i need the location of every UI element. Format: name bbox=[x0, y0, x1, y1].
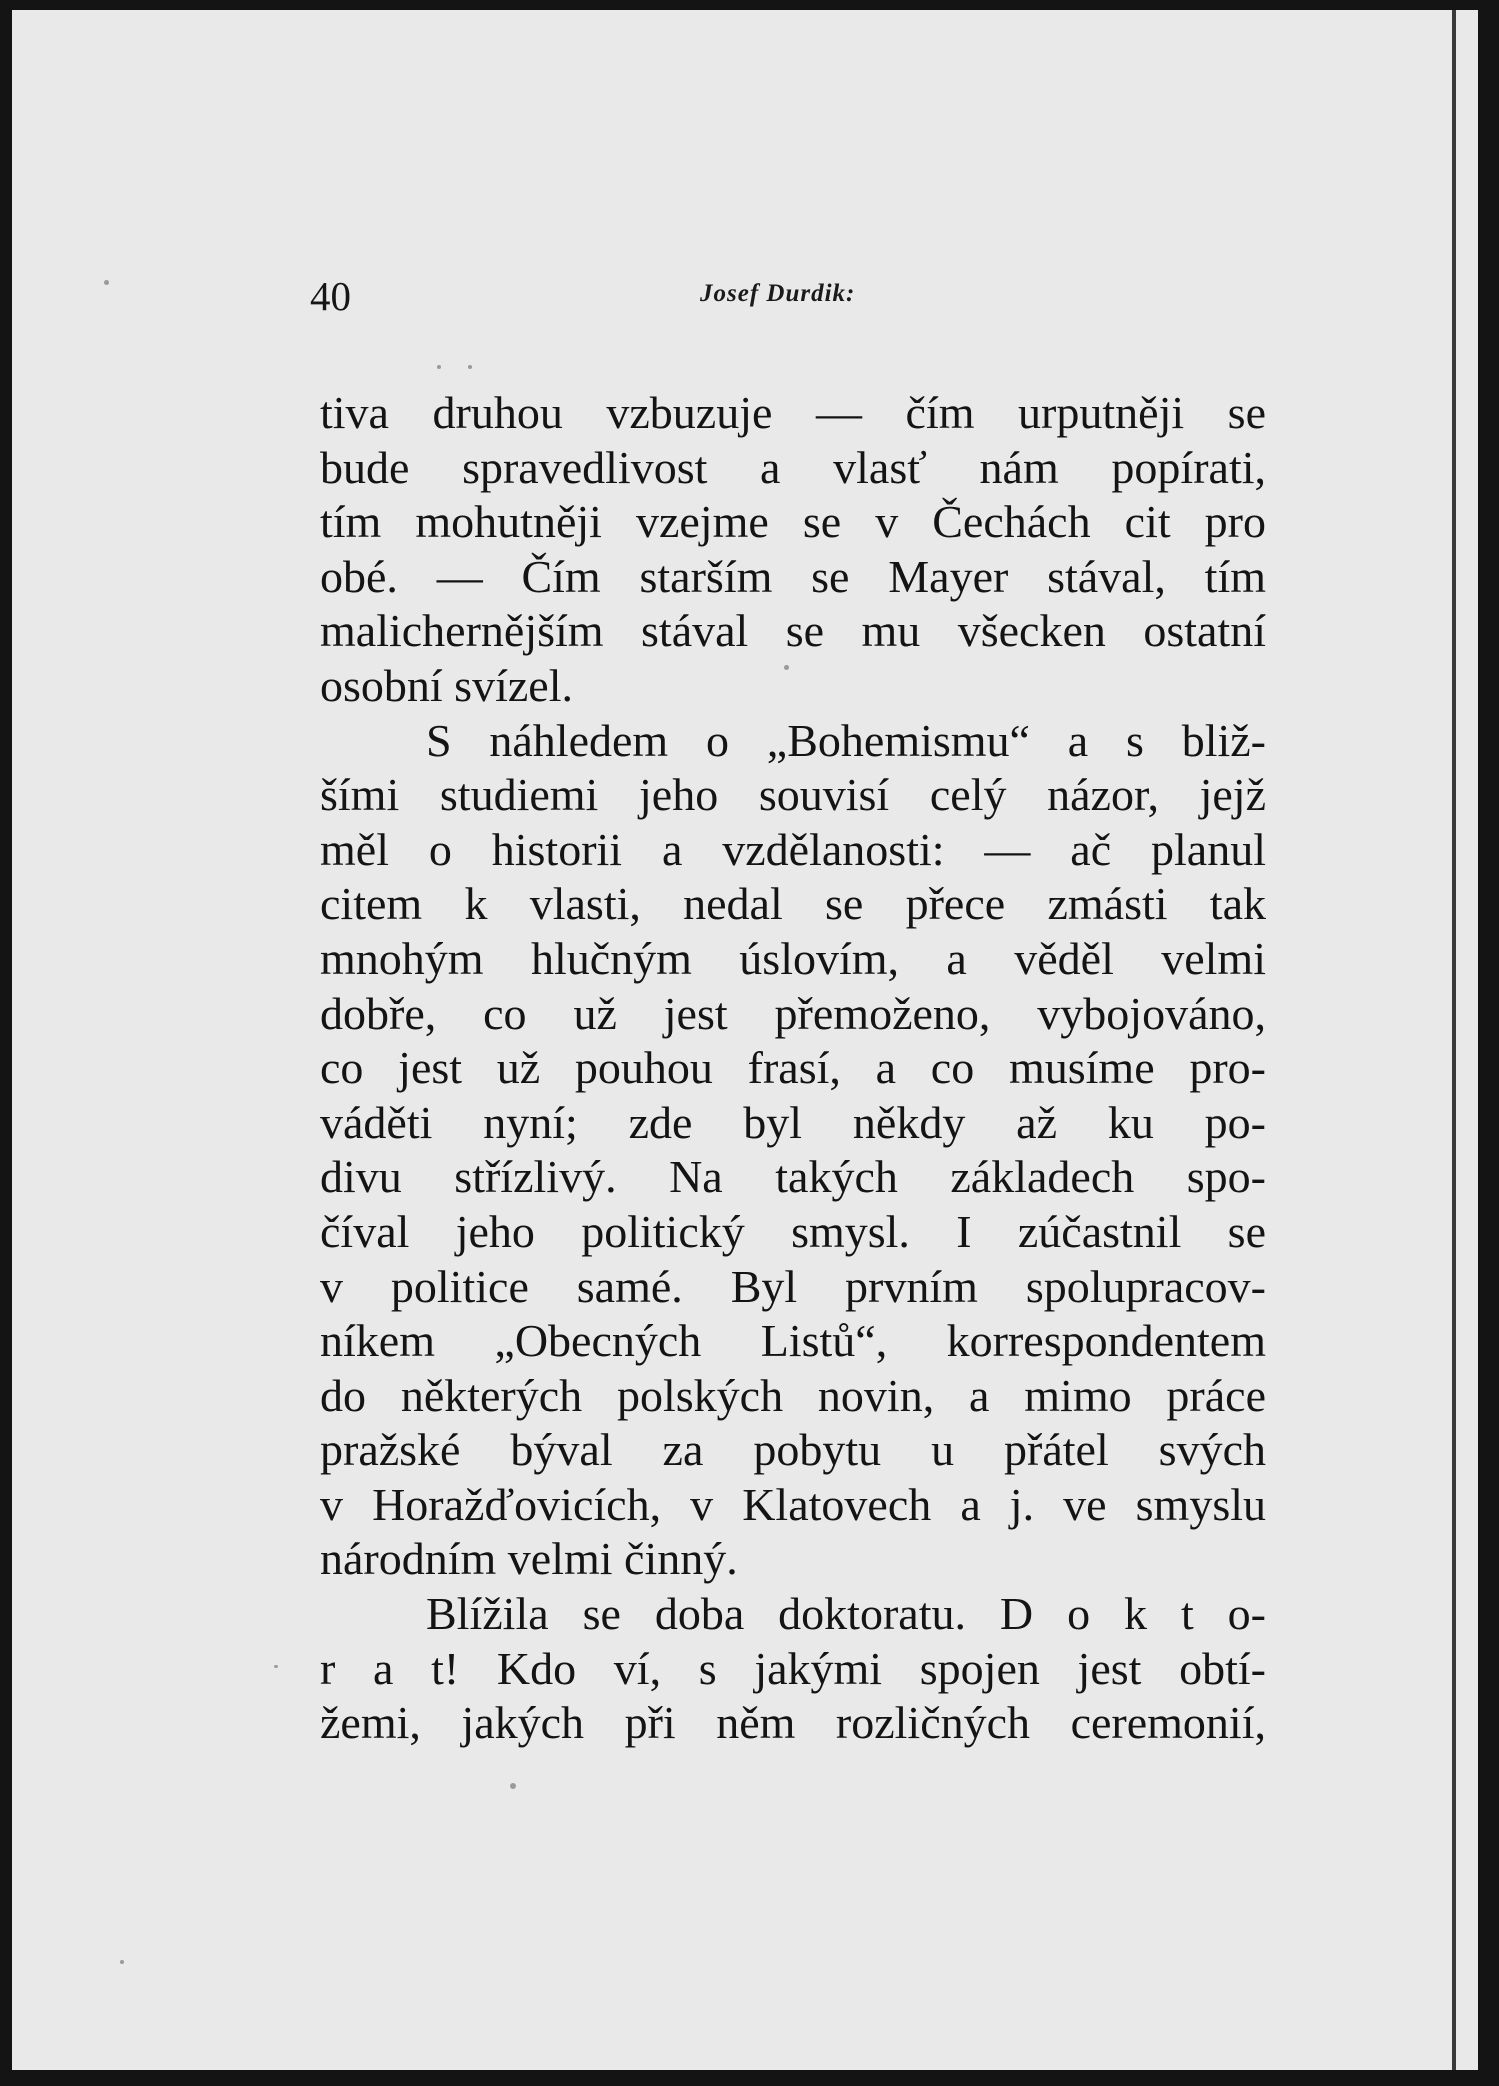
paper-speck bbox=[104, 280, 109, 285]
paper-speck bbox=[510, 1783, 516, 1789]
book-page bbox=[12, 10, 1478, 2070]
paper-speck bbox=[437, 365, 441, 369]
text-line: do některých polských novin, a mimo práce bbox=[320, 1369, 1266, 1421]
text-line: šími studiemi jeho souvisí celý názor, jejž bbox=[320, 769, 1266, 821]
text-line: divu střízlivý. Na takých základech spo- bbox=[320, 1151, 1266, 1203]
page-edge-shadow bbox=[1452, 10, 1456, 2070]
paper-speck bbox=[468, 365, 472, 369]
page-header bbox=[310, 272, 1270, 322]
paragraph-3 bbox=[320, 1587, 1266, 1751]
paper-speck bbox=[274, 1665, 278, 1668]
body-text bbox=[320, 386, 1266, 1751]
text-line: národním velmi činný. bbox=[320, 1533, 738, 1585]
text-line: mnohým hlučným úslovím, a věděl velmi bbox=[320, 932, 1266, 984]
text-line: bude spravedlivost a vlasť nám popírati, bbox=[320, 441, 1266, 493]
text-line: r a t! Kdo ví, s jakými spojen jest obtí- bbox=[320, 1642, 1266, 1694]
running-head: Josef Durdik: bbox=[700, 280, 856, 307]
text-line: žemi, jakých při něm rozličných ceremonií, bbox=[320, 1697, 1266, 1749]
text-line: pražské býval za pobytu u přátel svých bbox=[320, 1424, 1266, 1476]
text-line: měl o historii a vzdělanosti: — ač planul bbox=[320, 823, 1266, 875]
paragraph-2 bbox=[320, 714, 1266, 1588]
text-line: v Horažďovicích, v Klatovech a j. ve smyslu bbox=[320, 1478, 1266, 1530]
text-line: číval jeho politický smysl. I zúčastnil se bbox=[320, 1205, 1266, 1257]
page-number: 40 bbox=[310, 273, 351, 319]
text-line: v politice samé. Byl prvním spolupracov- bbox=[320, 1260, 1266, 1312]
text-line: osobní svízel. bbox=[320, 659, 573, 711]
text-line: tím mohutněji vzejme se v Čechách cit pro bbox=[320, 496, 1266, 548]
text-line: níkem „Obecných Listů“, korrespondentem bbox=[320, 1315, 1266, 1367]
text-line: váděti nyní; zde byl někdy až ku po- bbox=[320, 1096, 1266, 1148]
text-line: tiva druhou vzbuzuje — čím urputněji se bbox=[320, 387, 1266, 438]
text-line: S náhledem o „Bohemismu“ a s bliž- bbox=[426, 714, 1266, 766]
text-line: Blížila se doba doktoratu. D o k t o- bbox=[426, 1588, 1266, 1640]
text-line: co jest už pouhou frasí, a co musíme pro- bbox=[320, 1042, 1266, 1094]
text-line: citem k vlasti, nedal se přece zmásti tak bbox=[320, 878, 1266, 930]
text-line: obé. — Čím starším se Mayer stával, tím bbox=[320, 550, 1266, 602]
paragraph-1 bbox=[320, 386, 1266, 714]
paper-speck bbox=[120, 1960, 124, 1964]
text-line: dobře, co už jest přemoženo, vybojováno, bbox=[320, 987, 1266, 1039]
text-line: malichernějším stával se mu všecken ostatní bbox=[320, 605, 1266, 657]
